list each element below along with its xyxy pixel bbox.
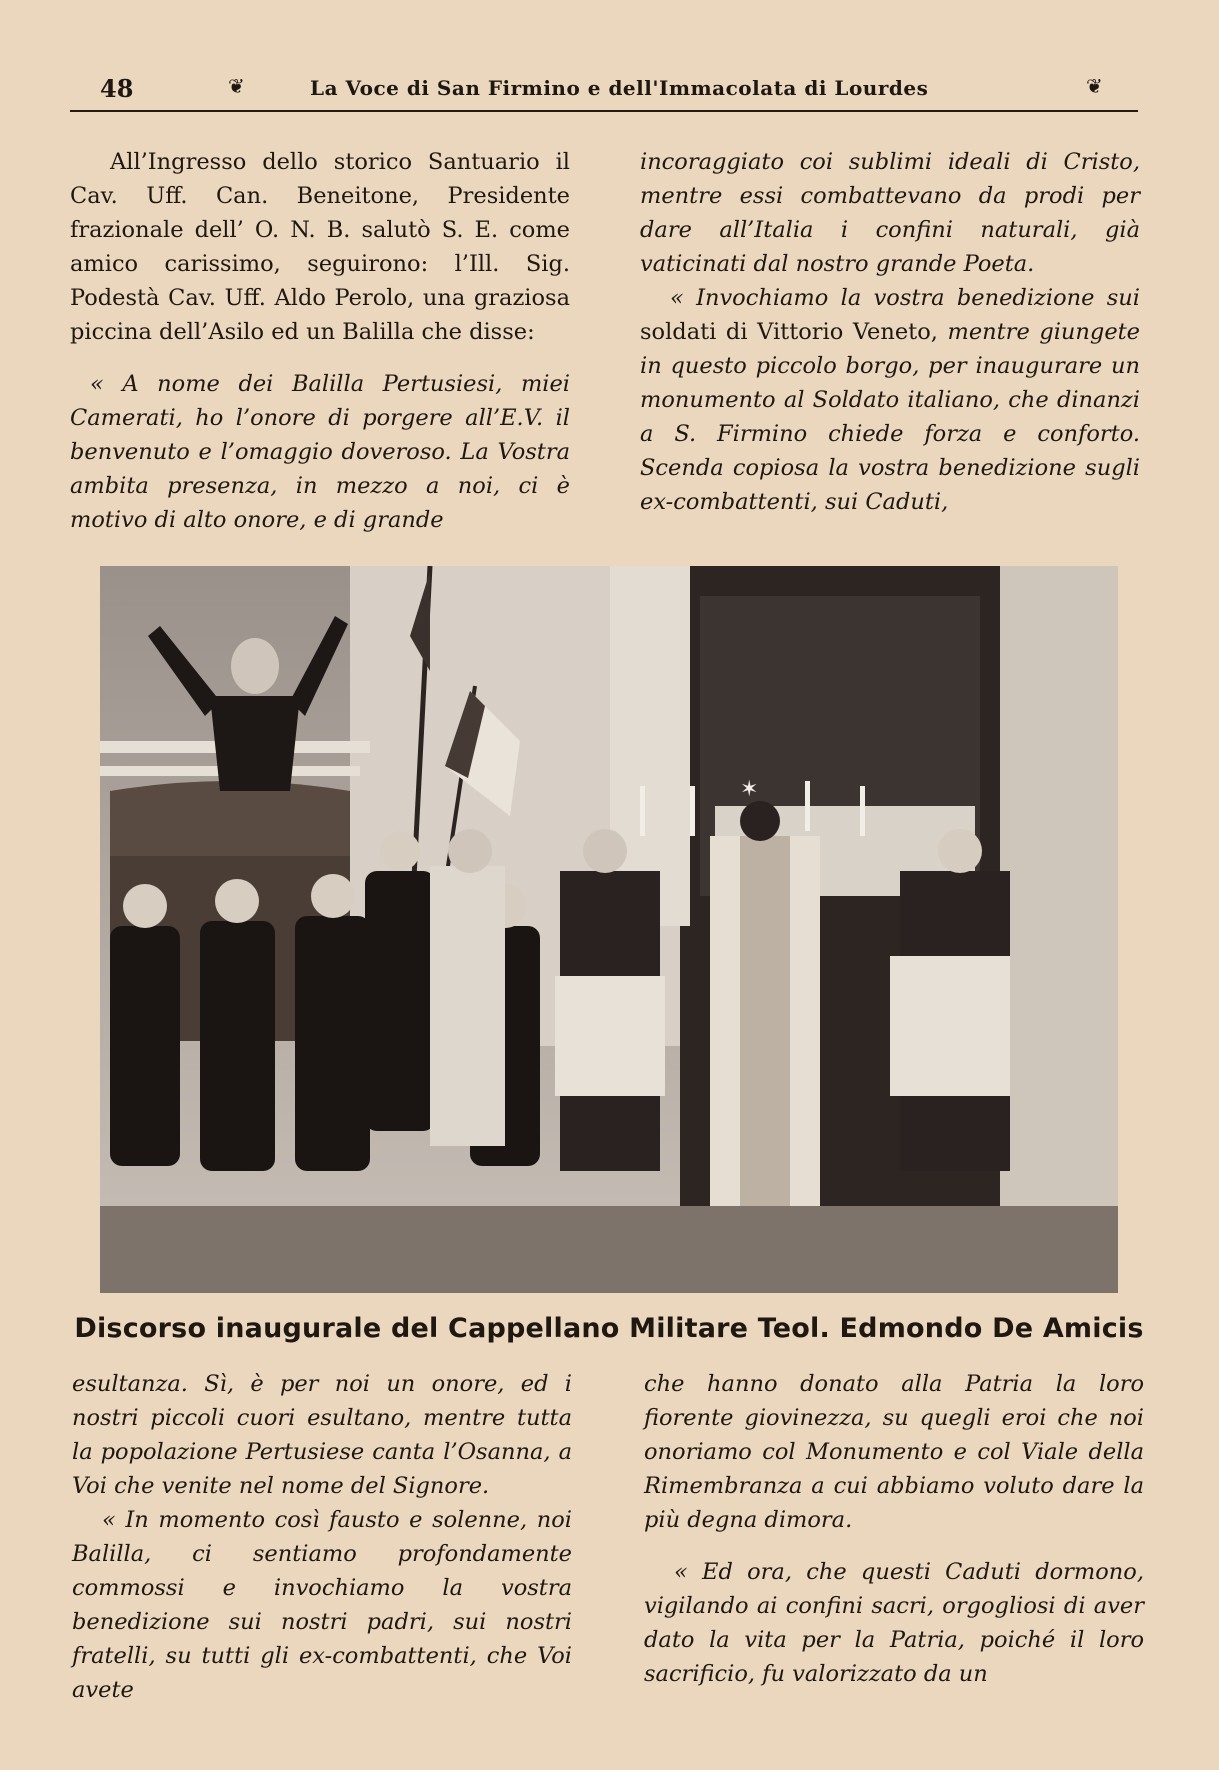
column-top-left [70, 145, 570, 555]
paragraph: All’Ingresso dello storico Santuario il Cav. Uff. Can. Beneitone, Presidente frazionale dell’ O. N. B. salutò S. E. come amico carissimo, seguirono: l’Ill. Sig. Podestà Cav. Uff. Aldo Perolo, una graziosa piccina dell’Asilo ed un Balilla che disse: [70, 149, 570, 345]
paragraph: esultanza. Sì, è per noi un onore, ed i nostri piccoli cuori esultano, mentre tutta la popolazione Pertusiese canta l’Osanna, a Voi che venite nel nome del Signore. [72, 1371, 572, 1499]
paragraph: incoraggiato coi sublimi ideali di Cristo, mentre essi combattevano da prodi per dare all’Italia i confini naturali, già vaticinati dal nostro grande Poeta. [640, 149, 1140, 277]
leaf-ornament-icon: ❦ [1086, 74, 1103, 98]
header-rule [70, 110, 1138, 112]
running-head: La Voce di San Firmino e dell'Immacolata di Lourdes [310, 76, 929, 100]
paragraph-roman-segment: soldati di Vittorio Veneto, [640, 319, 938, 345]
paragraph: « Ed ora, che questi Caduti dormono, vigilando ai confini sacri, orgogliosi di aver dato la vita per la Patria, poiché il loro sacrificio, fu valorizzato da un [644, 1559, 1144, 1687]
paragraph: che hanno donato alla Patria la loro fiorente giovinezza, su quegli eroi che noi onoriamo col Monumento e col Viale della Rimembranza a cui abbiamo voluto dare la più degna dimora. [644, 1371, 1144, 1533]
column-bottom-right [644, 1367, 1144, 1709]
svg-text:✶: ✶ [740, 777, 759, 802]
page-number: 48 [100, 74, 134, 103]
leaf-ornament-icon: ❦ [228, 74, 245, 98]
page-header [70, 64, 1138, 108]
paragraph: « A nome dei Balilla Pertusiesi, miei Camerati, ho l’onore di porgere all’E.V. il benvenuto e l’omaggio doveroso. La Vostra ambita presenza, in mezzo a noi, ci è motivo di alto onore, e di grande [70, 371, 570, 533]
column-bottom-left [72, 1367, 572, 1725]
column-top-right [640, 145, 1140, 537]
paragraph: « In momento così fausto e solenne, noi Balilla, ci sentiamo profondamente commossi e invochiamo la vostra benedizione sui nostri padri, sui nostri fratelli, su tutti gli ex-combattenti, che Voi avete [72, 1507, 572, 1703]
photograph [100, 566, 1118, 1293]
photo-caption: Discorso inaugurale del Cappellano Militare Teol. Edmondo De Amicis [74, 1313, 1144, 1344]
paragraph [640, 281, 1140, 519]
paragraph-italic-segment: « Invochiamo la vostra benedizione sui [670, 285, 1140, 311]
paragraph-italic-segment: mentre giungete in questo piccolo borgo, per inaugurare un monumento al Soldato italiano, che dinanzi a S. Firmino chiede forza e conforto. Scenda copiosa la vostra benedizione sugli ex-combattenti, sui Caduti, [640, 319, 1140, 515]
